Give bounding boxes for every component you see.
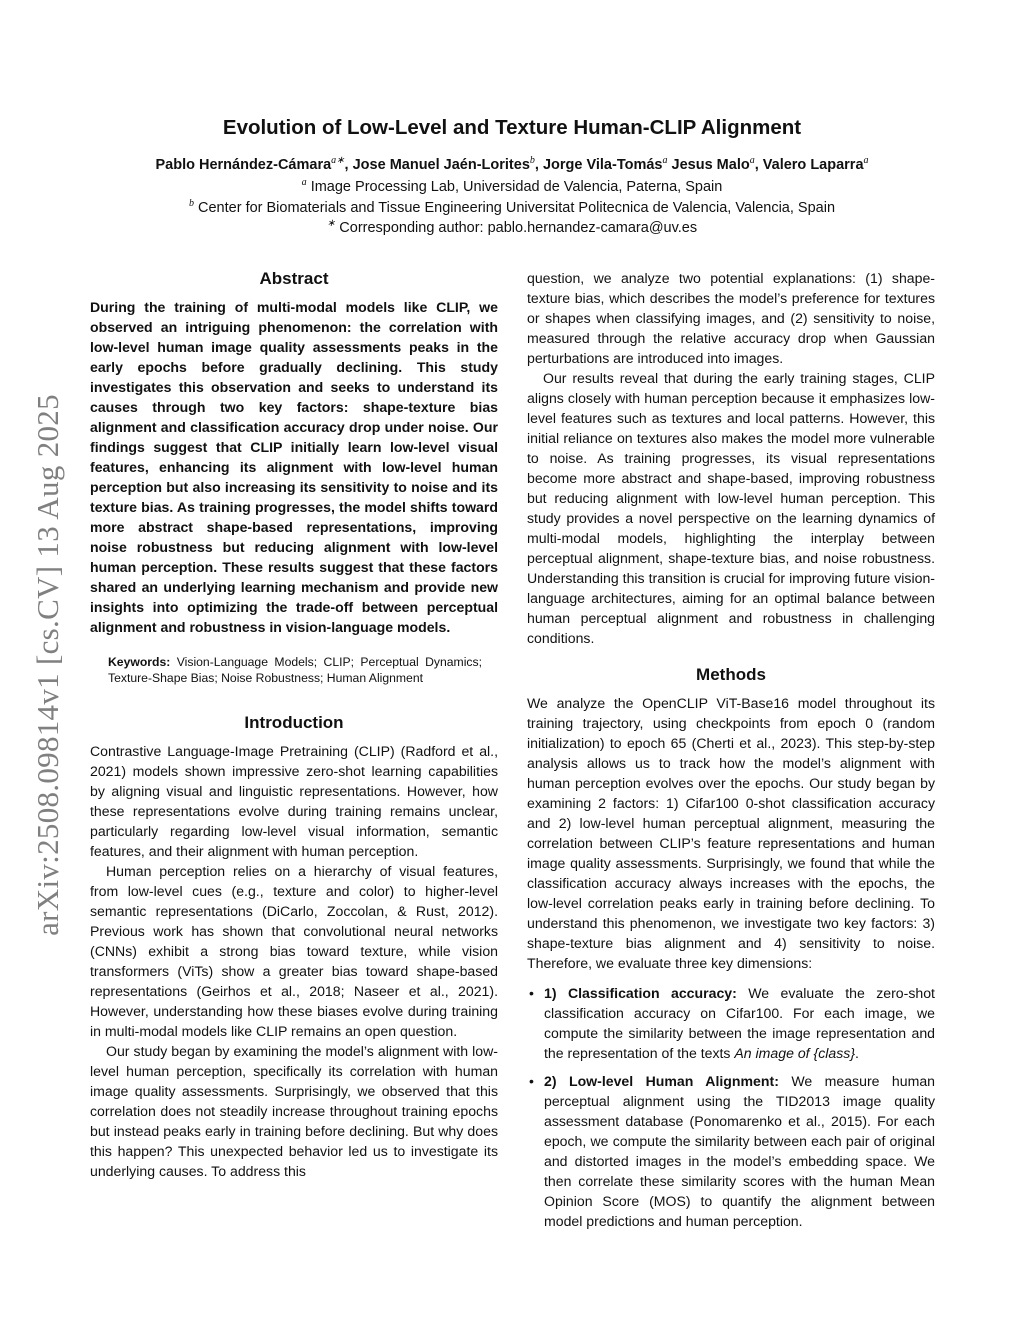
author-separator: , — [754, 156, 763, 173]
right-column — [527, 268, 935, 1239]
intro-paragraph: Our results reveal that during the early training stages, CLIP aligns closely with human perception because it emphasizes low-level features such as textures and local patterns. However, this initial reliance on textures also makes the model more vulnerable to noise. As training progresses, its visual representations become more abstract and shape-based, improving robustness but reducing alignment with low-level human perception. This study provides a novel perspective on the learning dynamics of multi-modal models, highlighting the interplay between perceptual alignment, shape-texture bias, and noise robustness. Understanding this transition is crucial for improving future vision-language architectures, aiming for an optimal balance between human perceptual alignment and robustness in challenging conditions. — [527, 370, 935, 646]
affiliation-text: Center for Biomaterials and Tissue Engineering Universitat Politecnica de Valencia, Valencia, Spain — [193, 199, 836, 216]
author-affiliation-mark: a — [749, 155, 755, 166]
left-column — [90, 268, 498, 1181]
author-name: Pablo Hernández-Cámara — [155, 156, 332, 173]
keywords-text: Vision-Language Models; CLIP; Perceptual Dynamics; Texture-Shape Bias; Noise Robustness; Human Alignment — [108, 655, 482, 685]
corresponding-author — [0, 218, 1024, 236]
arxiv-side-stamp: arXiv:2508.09814v1 [cs.CV] 13 Aug 2025 — [30, 394, 65, 936]
bullet-text: We evaluate the zero-shot classification accuracy on Cifar100. For each image, we compute the similarity between the image representation and the representation of the texts — [544, 985, 935, 1061]
bullet-label: 2) Low-level Human Alignment: — [544, 1073, 779, 1089]
author-name: Valero Laparra — [762, 156, 864, 173]
affiliation-a — [0, 177, 1024, 195]
author-affiliation-mark: b — [529, 155, 535, 166]
introduction-heading: Introduction — [244, 713, 344, 732]
abstract-heading: Abstract — [259, 269, 329, 288]
author-affiliation-mark: a∗ — [331, 155, 345, 166]
affiliation-mark: b — [188, 198, 194, 209]
author-affiliation-mark: a — [662, 155, 668, 166]
bullet-label: 1) Classification accuracy: — [544, 985, 737, 1001]
author-separator: , — [534, 156, 543, 173]
affiliation-text: Image Processing Lab, Universidad de Valencia, Paterna, Spain — [306, 178, 723, 195]
list-item — [527, 1071, 935, 1231]
author-separator: , — [344, 156, 353, 173]
author-name: Jesus Malo — [671, 156, 750, 173]
author-list — [0, 155, 1024, 173]
corresponding-author-text: Corresponding author: pablo.hernandez-camara@uv.es — [335, 219, 698, 236]
affiliation-mark: a — [301, 177, 307, 188]
author-name: Jose Manuel Jaén-Lorites — [352, 156, 530, 173]
affiliation-mark: ∗ — [326, 218, 336, 229]
methods-paragraph: We analyze the OpenCLIP ViT-Base16 model throughout its training trajectory, using checkpoints from epoch 0 (random initialization) to epoch 65 (Cherti et al., 2023). This step-by-step analysis allows us to track how the model’s alignment with human perception evolves over the epochs. Our study began by examining 2 factors: 1) Cifar100 0-shot classification accuracy and 2) low-level human perceptual alignment, measuring the correlation between CLIP’s feature representations and human image quality assessments. Surprisingly, we found that while the classification accuracy always increases with the epochs, the low-level correlation peaks early in training before declining. To understand this phenomenon, we investigate two key factors: 3) shape-texture bias alignment and 4) sensitivity to noise. Therefore, we evaluate three key dimensions: — [527, 695, 935, 971]
intro-paragraph: Human perception relies on a hierarchy of visual features, from low-level cues (e.g., texture and color) to higher-level semantic representations (DiCarlo, Zoccolan, & Rust, 2012). Previous work has shown that convolutional neural networks (CNNs) exhibit a strong bias toward texture, while vision transformers (ViTs) show a greater bias toward shape-based representations (Geirhos et al., 2018; Naseer et al., 2021). However, understanding how these biases evolve during training in multi-modal models like CLIP remains an open question. — [90, 863, 498, 1039]
intro-paragraph: Contrastive Language-Image Pretraining (CLIP) (Radford et al., 2021) models shown impressive zero-shot learning capabilities by aligning visual and linguistic representations. However, how these representations evolve during training remains unclear, particularly regarding low-level visual information, semantic features, and their alignment with human perception. — [90, 743, 498, 859]
bullet-emphasis: An image of {class} — [734, 1045, 856, 1061]
bullet-end: . — [855, 1045, 859, 1061]
keywords — [108, 654, 482, 686]
methods-list — [527, 983, 935, 1231]
bullet-text: We measure human perceptual alignment using the TID2013 image quality assessment database (Ponomarenko et al., 2015). For each epoch, we compute the similarity between each pair of original and distorted images in the model’s embedding space. We then correlate these similarity scores with the human Mean Opinion Score (MOS) to quantify the alignment between model predictions and human perception. — [544, 1073, 935, 1229]
intro-paragraph-continued: question, we analyze two potential explanations: (1) shape-texture bias, which describes the model’s preference for textures or shapes when classifying images, and (2) sensitivity to noise, measured through the relative accuracy drop when Gaussian perturbations are introduced into images. — [527, 270, 935, 366]
affiliation-b — [0, 198, 1024, 216]
keywords-label: Keywords: — [108, 655, 171, 669]
author-affiliation-mark: a — [863, 155, 869, 166]
intro-paragraph: Our study began by examining the model’s alignment with low-level human perception, specifically its correlation with human image quality assessments. Surprisingly, we observed that this correlation does not steadily increase throughout training epochs but instead peaks early in training before declining. But why does this happen? This unexpected behavior led us to investigate its underlying causes. To address this — [90, 1043, 498, 1179]
paper-title: Evolution of Low-Level and Texture Human-CLIP Alignment — [222, 116, 802, 139]
list-item — [527, 983, 935, 1063]
methods-heading: Methods — [696, 665, 766, 684]
author-name: Jorge Vila-Tomás — [542, 156, 663, 173]
abstract-text: During the training of multi-modal models like CLIP, we observed an intriguing phenomenon: the correlation with low-level human image quality assessments peaks in the early epochs before gradually declining. This study investigates this observation and seeks to understand its causes through two key factors: shape-texture bias alignment and classification accuracy drop under noise. Our findings suggest that CLIP initially learn low-level visual features, enhancing its alignment with low-level human perception but also increasing its sensitivity to noise and its texture bias. As training progresses, the model shifts toward more abstract shape-based representations, improving noise robustness but reducing alignment with low-level human perception. These results suggest that these factors shared an underlying learning mechanism and provide new insights into optimizing the trade-off between perceptual alignment and robustness in vision-language models. — [90, 299, 498, 635]
